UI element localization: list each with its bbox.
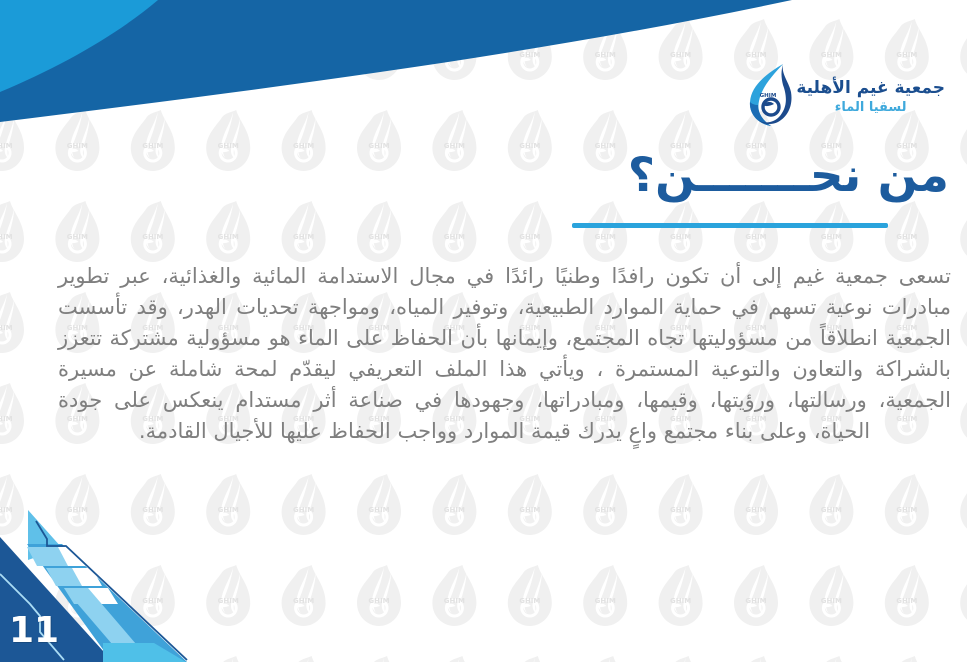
about-paragraph: تسعى جمعية غيم إلى أن تكون رافدًا وطنيًا رائدًا في مجال الاستدامة المائية والغذائية، عبر تطوير مبادرات نوعية تسهم في حماية الموارد الطبيعية، وتوفير المياه، ومواجهة تحديات الهدر، وقد تأسست الجمعية انطلاقاً من مسؤوليتها تجاه المجتمع، وإيمانها بأن الحفاظ على الماء هو مسؤولية مشتركة تتعزز بالشراكة والتعاون والتوعية المستمرة ، ويأتي هذا الملف التعريفي ليقدّم لمحة شاملة عن مسيرة الجمعية، ورسالتها، ورؤيتها، وقيمها، ومبادراتها، وجهودها في صناعة أثر مستدام ينعكس على جودة الحياة، وعلى بناء مجتمع واعٍ يدرك قيمة الموارد وواجب الحفاظ عليها للأجيال القادمة.	[58, 264, 951, 443]
title-underline	[572, 223, 888, 228]
logo-text	[796, 62, 945, 116]
org-name: جمعية غيم الأهلية	[796, 78, 945, 98]
page-title: من نحـــــــن؟	[627, 148, 949, 203]
org-logo	[738, 62, 945, 126]
logo-monogram: GHIM	[759, 93, 777, 99]
page-number: 11	[9, 610, 60, 651]
water-drop-logo-icon	[748, 64, 796, 126]
org-tagline: لسقيا الماء	[834, 100, 907, 115]
